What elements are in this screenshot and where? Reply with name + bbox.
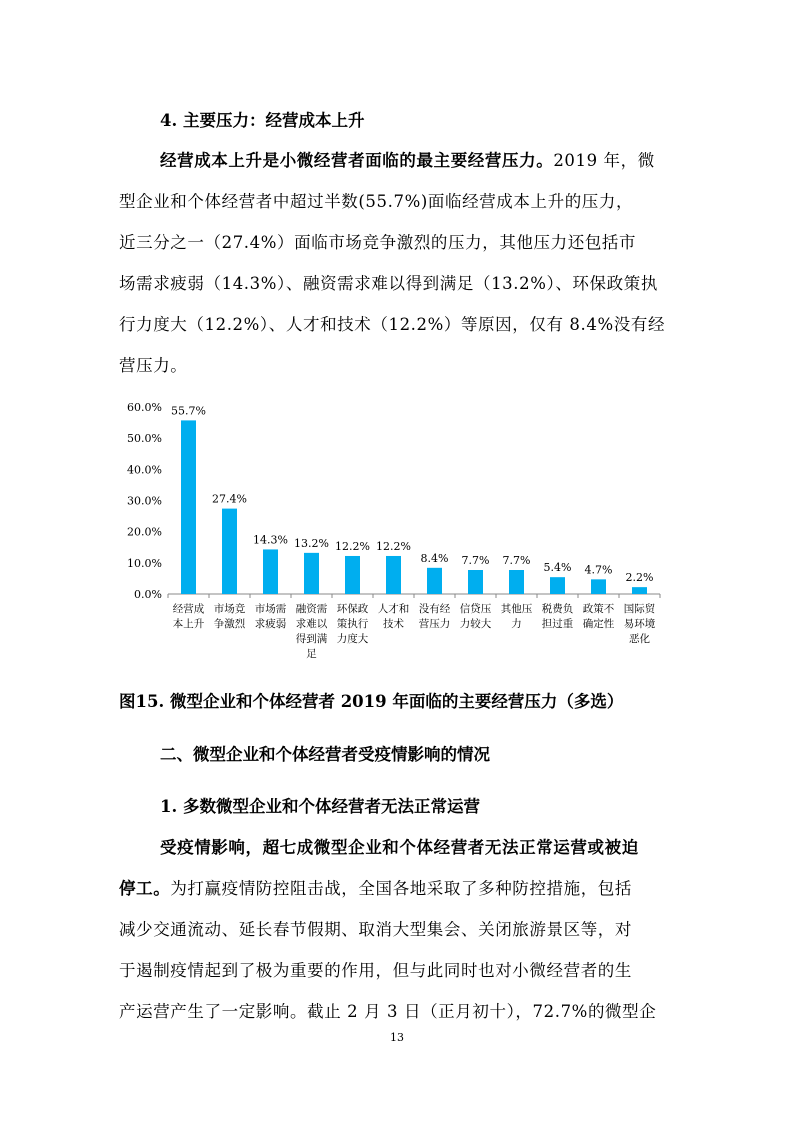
category-label: 争激烈 bbox=[213, 618, 246, 630]
data-label: 8.4% bbox=[420, 551, 449, 565]
y-tick-label: 20.0% bbox=[127, 525, 162, 539]
category-label: 策执行 bbox=[336, 618, 369, 630]
category-label: 易环境 bbox=[623, 618, 656, 630]
data-label: 12.2% bbox=[335, 539, 370, 553]
data-label: 2.2% bbox=[625, 571, 654, 585]
section-heading: 二、微型企业和个体经营者受疫情影响的情况 bbox=[160, 745, 490, 764]
data-label: 7.7% bbox=[461, 554, 490, 568]
paragraph-line: 场需求疲弱（14.3%）、融资需求难以得到满足（13.2%）、环保政策执 bbox=[119, 274, 658, 293]
bar bbox=[386, 556, 401, 594]
category-label: 确定性 bbox=[582, 618, 615, 630]
bar bbox=[263, 549, 278, 594]
category-label: 市场竞 bbox=[213, 603, 246, 615]
bar bbox=[304, 553, 319, 594]
paragraph-lead-end: 停工。 bbox=[119, 879, 171, 898]
bar bbox=[632, 587, 647, 594]
data-label: 14.3% bbox=[253, 533, 288, 547]
category-label: 人才和 bbox=[377, 603, 410, 615]
category-label: 政策不 bbox=[582, 603, 615, 615]
paragraph-line: 产运营产生了一定影响。截止 2 月 3 日（正月初十），72.7%的微型企 bbox=[119, 1002, 657, 1021]
subsection-heading: 1. 多数微型企业和个体经营者无法正常运营 bbox=[160, 797, 480, 816]
category-label: 信贷压 bbox=[459, 603, 492, 615]
paragraph-lead: 受疫情影响，超七成微型企业和个体经营者无法正常运营或被迫 bbox=[160, 838, 639, 857]
data-label: 27.4% bbox=[212, 492, 247, 506]
category-label: 其他压 bbox=[500, 603, 533, 615]
category-label: 得到满 bbox=[295, 633, 328, 645]
category-label: 本上升 bbox=[172, 618, 205, 630]
category-label: 力较大 bbox=[459, 618, 492, 630]
figure-caption: 图15. 微型企业和个体经营者 2019 年面临的主要经营压力（多选） bbox=[119, 692, 624, 711]
paragraph-line bbox=[119, 875, 632, 899]
category-label: 技术 bbox=[383, 618, 404, 630]
category-label: 税费负 bbox=[541, 603, 574, 615]
data-label: 12.2% bbox=[376, 539, 411, 553]
category-label: 求难以 bbox=[295, 618, 328, 630]
paragraph-line: 营压力。 bbox=[119, 356, 188, 375]
y-tick-label: 30.0% bbox=[127, 494, 162, 508]
paragraph-line: 型企业和个体经营者中超过半数(55.7%)面临经营成本上升的压力， bbox=[119, 192, 634, 211]
category-label: 国际贸 bbox=[623, 603, 656, 615]
data-label: 13.2% bbox=[294, 536, 329, 550]
data-label: 5.4% bbox=[543, 561, 572, 575]
bar bbox=[345, 556, 360, 594]
paragraph-line: 行力度大（12.2%）、人才和技术（12.2%）等原因，仅有 8.4%没有经 bbox=[119, 315, 666, 334]
paragraph-lead: 经营成本上升是小微经营者面临的最主要经营压力。 bbox=[160, 151, 554, 170]
y-tick-label: 10.0% bbox=[127, 556, 162, 570]
paragraph-line: 近三分之一（27.4%）面临市场竞争激烈的压力，其他压力还包括市 bbox=[119, 233, 637, 252]
category-label: 恶化 bbox=[629, 633, 650, 645]
category-label: 求疲弱 bbox=[254, 618, 287, 630]
paragraph-line: 减少交通流动、延长春节假期、取消大型集会、关闭旅游景区等，对 bbox=[119, 920, 632, 939]
category-label: 没有经 bbox=[418, 603, 451, 615]
y-tick-label: 0.0% bbox=[134, 588, 162, 601]
y-tick-label: 40.0% bbox=[127, 463, 162, 477]
category-label: 营压力 bbox=[418, 618, 451, 630]
section-heading: 4. 主要压力：经营成本上升 bbox=[160, 111, 365, 130]
bar bbox=[468, 570, 483, 594]
bar bbox=[427, 568, 442, 594]
paragraph-line: 于遏制疫情起到了极为重要的作用，但与此同时也对小微经营者的生 bbox=[119, 961, 632, 980]
category-label: 足 bbox=[306, 648, 317, 660]
paragraph-text: 2019 年，微 bbox=[553, 151, 655, 170]
bar bbox=[181, 420, 196, 594]
page-number: 13 bbox=[390, 1031, 404, 1044]
category-label: 担过重 bbox=[541, 618, 574, 630]
paragraph-line bbox=[160, 147, 655, 171]
bar-chart bbox=[118, 392, 678, 662]
bar bbox=[222, 509, 237, 594]
bar bbox=[591, 579, 606, 594]
category-label: 力度大 bbox=[336, 633, 369, 645]
category-label: 力 bbox=[511, 618, 522, 630]
category-label: 环保政 bbox=[336, 603, 369, 615]
y-tick-label: 50.0% bbox=[127, 432, 162, 446]
category-label: 融资需 bbox=[295, 603, 328, 615]
data-label: 4.7% bbox=[584, 563, 613, 577]
category-label: 经营成 bbox=[172, 603, 205, 615]
paragraph-text: 为打赢疫情防控阻击战，全国各地采取了多种防控措施，包括 bbox=[170, 879, 633, 898]
data-label: 55.7% bbox=[171, 404, 206, 418]
y-tick-label: 60.0% bbox=[127, 401, 162, 414]
data-label: 7.7% bbox=[502, 554, 531, 568]
category-label: 市场需 bbox=[254, 603, 287, 615]
bar bbox=[509, 570, 524, 594]
bar bbox=[550, 577, 565, 594]
